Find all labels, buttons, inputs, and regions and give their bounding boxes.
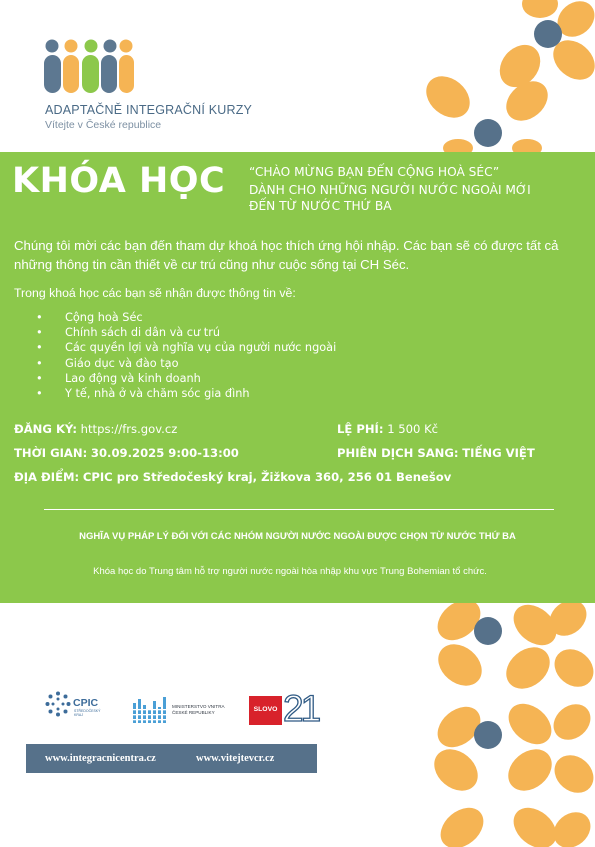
- time-label: THỜI GIAN:: [14, 446, 88, 460]
- bullet-icon: •: [36, 386, 43, 400]
- fee-info: [337, 422, 438, 436]
- bullet-icon: •: [36, 356, 43, 370]
- time-info: [14, 446, 239, 460]
- registration-link[interactable]: https://frs.gov.cz: [80, 422, 178, 436]
- list-item: • Y tế, nhà ở và chăm sóc gia đình: [14, 387, 336, 402]
- bullet-icon: •: [36, 326, 43, 340]
- slovo21-logo: [249, 696, 282, 725]
- bullet-icon: •: [36, 371, 43, 385]
- cpic-logo-subtext: STŘEDOČESKÝ KRAJ: [74, 709, 101, 717]
- location-label: ĐỊA ĐIỂM:: [14, 470, 80, 484]
- headline-line-2: DÀNH CHO NHỮNG NGƯỜI NƯỚC NGOÀI MỚI: [249, 183, 531, 197]
- adaptation-courses-logo: [44, 36, 134, 96]
- cpic-logo-text: CPIC: [73, 697, 99, 709]
- list-item: • Giáo dục và đào tạo: [14, 357, 336, 372]
- list-item: • Cộng hoà Séc: [14, 311, 336, 326]
- legal-obligation-note: NGHĨA VỤ PHÁP LÝ ĐỐI VỚI CÁC NHÓM NGƯỜI NƯỚC NGOÀI ĐƯỢC CHỌN TỪ NƯỚC THỨ BA: [79, 531, 516, 542]
- headline-line-3: ĐẾN TỪ NƯỚC THỨ BA: [249, 199, 392, 213]
- ministry-logo-icon: [133, 695, 169, 723]
- topics-list: [14, 311, 336, 402]
- slovo-logo-text: SLOVO: [253, 706, 278, 713]
- time-value: 30.09.2025 9:00-13:00: [90, 446, 239, 460]
- bullet-icon: •: [36, 311, 43, 324]
- intro-paragraph: Chúng tôi mời các bạn đến tham dự khoá học thích ứng hội nhập. Các bạn sẽ có được tất cả những thông tin cần thiết về cư trú cũng như cuộc sống tại CH Séc.: [14, 238, 559, 272]
- location-info: [14, 470, 451, 484]
- organizer-note: Khóa học do Trung tâm hỗ trợ người nước ngoài hòa nhập khu vực Trung Bohemian tổ chức.: [93, 566, 487, 577]
- bullet-icon: •: [36, 341, 43, 355]
- interpretation-value: TIẾNG VIỆT: [462, 446, 535, 460]
- list-item: • Chính sách di dân và cư trú: [14, 326, 336, 341]
- brand-subtitle: Vítejte v České republice: [45, 119, 162, 131]
- topics-lead: Trong khoá học các bạn sẽ nhận được thông tin về:: [14, 286, 296, 300]
- headline-line-1: “CHÀO MỪNG BẠN ĐẾN CỘNG HOÀ SÉC”: [249, 165, 500, 179]
- registration-label: ĐĂNG KÝ:: [14, 422, 77, 436]
- footer-link-integracnicentra[interactable]: www.integracnicentra.cz: [45, 753, 156, 764]
- slovo21-number: 21: [283, 688, 319, 729]
- cpic-logo-icon: [45, 691, 71, 717]
- registration-info: [14, 422, 177, 436]
- list-item: • Lao động và kinh doanh: [14, 372, 336, 387]
- fee-value: 1 500 Kč: [387, 422, 439, 436]
- interpretation-info: [337, 446, 535, 460]
- footer-link-vitejtevcr[interactable]: www.vitejtevcr.cz: [196, 753, 275, 764]
- list-item: • Các quyền lợi và nghĩa vụ của người nước ngoài: [14, 341, 336, 356]
- fee-label: LỆ PHÍ:: [337, 422, 384, 436]
- location-value: CPIC pro Středočeský kraj, Žižkova 360, 256 01 Benešov: [82, 470, 452, 484]
- brand-title: ADAPTAČNĚ INTEGRAČNÍ KURZY: [45, 103, 253, 117]
- ministry-logo-text: MINISTERSTVO VNITRA ČESKÉ REPUBLIKY: [172, 704, 225, 715]
- headline-course: KHÓA HỌC: [12, 161, 226, 201]
- divider: [44, 509, 554, 510]
- interpretation-label: PHIÊN DỊCH SANG:: [337, 446, 459, 460]
